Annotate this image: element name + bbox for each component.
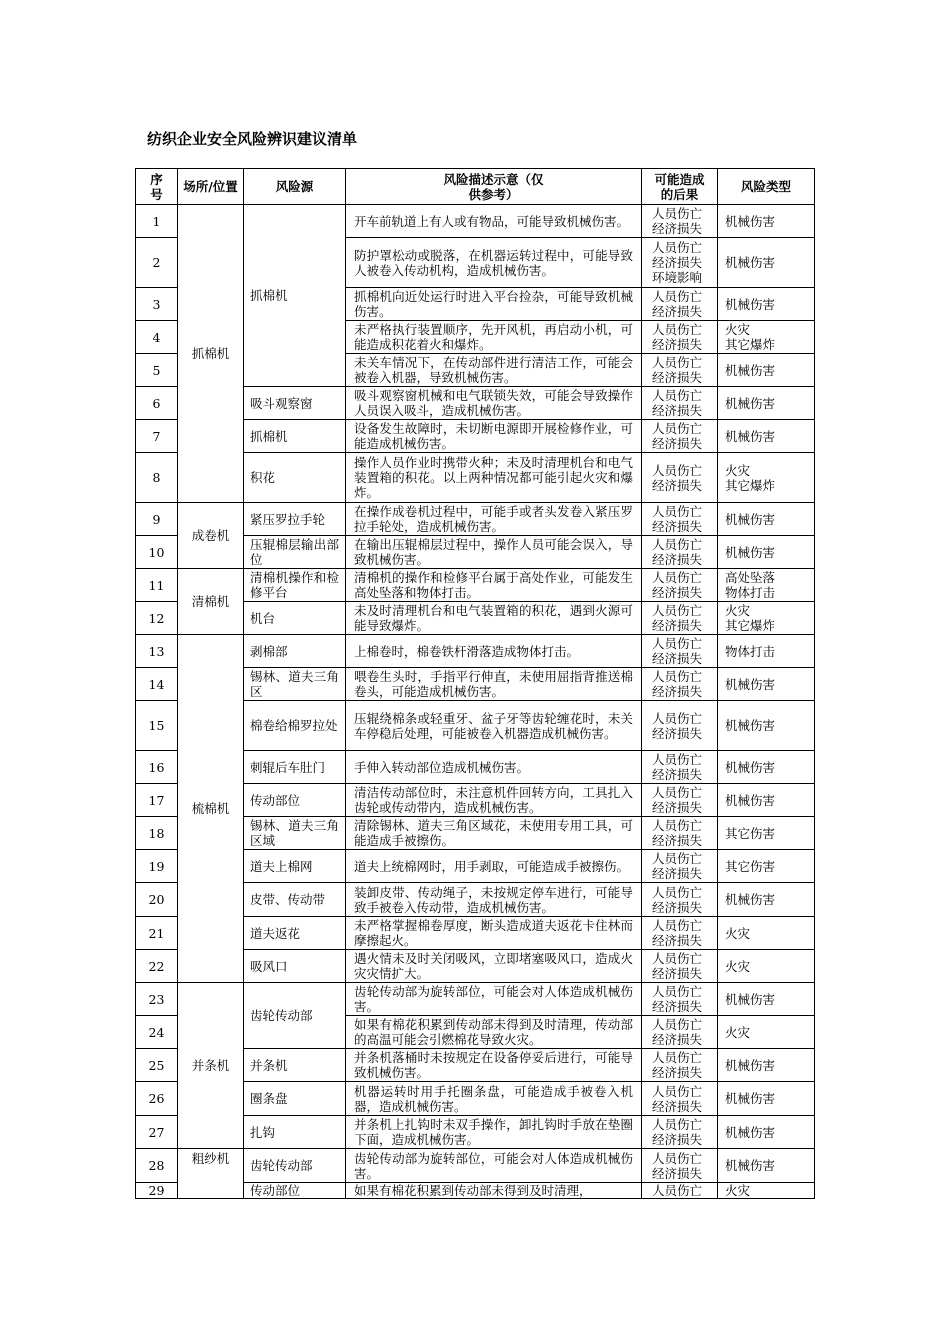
consequence-cell: 人员伤亡 经济损失 <box>642 321 718 354</box>
source-cell: 吸风口 <box>244 950 346 983</box>
risk-type-cell: 火灾 其它爆炸 <box>718 321 815 354</box>
consequence-cell: 人员伤亡 经济损失 <box>642 701 718 751</box>
consequence-cell: 人员伤亡 经济损失 <box>642 635 718 668</box>
description-cell: 吸斗观察窗机械和电气联锁失效，可能会导致操作人员误入吸斗，造成机械伤害。 <box>346 387 642 420</box>
source-cell: 齿轮传动部 <box>244 983 346 1049</box>
document-title: 纺织企业安全风险辨识建议清单 <box>147 130 358 148</box>
consequence-cell: 人员伤亡 经济损失 <box>642 1016 718 1049</box>
seq-cell: 28 <box>136 1149 178 1183</box>
header-seq: 序号 <box>136 169 178 205</box>
table-row <box>136 1149 815 1183</box>
consequence-cell: 人员伤亡 经济损失 <box>642 917 718 950</box>
description-cell: 手伸入转动部位造成机械伤害。 <box>346 751 642 784</box>
description-cell: 未及时清理机台和电气装置箱的积花，遇到火源可能导致爆炸。 <box>346 602 642 635</box>
description-cell: 齿轮传动部为旋转部位，可能会对人体造成机械伤害。 <box>346 1149 642 1183</box>
consequence-cell: 人员伤亡 经济损失 <box>642 784 718 817</box>
risk-type-cell: 机械伤害 <box>718 1149 815 1183</box>
description-cell: 设备发生故障时，未切断电源即开展检修作业，可能造成机械伤害。 <box>346 420 642 453</box>
risk-type-cell: 火灾 其它爆炸 <box>718 602 815 635</box>
consequence-cell: 人员伤亡 经济损失 <box>642 1082 718 1116</box>
description-cell: 并条机上扎钩时未双手操作，卸扎钩时手放在垫圈下面，造成机械伤害。 <box>346 1116 642 1149</box>
risk-type-cell: 机械伤害 <box>718 536 815 569</box>
risk-type-cell: 其它伤害 <box>718 817 815 850</box>
consequence-cell: 人员伤亡 经济损失 <box>642 1149 718 1183</box>
risk-type-cell: 机械伤害 <box>718 1082 815 1116</box>
location-cell: 粗纱机 <box>178 1149 244 1199</box>
source-cell: 清棉机操作和检修平台 <box>244 569 346 602</box>
consequence-cell: 人员伤亡 经济损失 <box>642 453 718 503</box>
source-cell: 道夫返花 <box>244 917 346 950</box>
risk-type-cell: 机械伤害 <box>718 238 815 288</box>
source-cell: 皮带、传动带 <box>244 883 346 917</box>
source-cell: 抓棉机 <box>244 420 346 453</box>
risk-type-cell: 机械伤害 <box>718 288 815 321</box>
source-cell: 圈条盘 <box>244 1082 346 1116</box>
consequence-cell: 人员伤亡 经济损失 <box>642 1116 718 1149</box>
table-row <box>136 205 815 238</box>
description-cell: 上棉卷时，棉卷铁杆滑落造成物体打击。 <box>346 635 642 668</box>
source-cell: 传动部位 <box>244 784 346 817</box>
table-row <box>136 503 815 536</box>
description-cell: 清棉机的操作和检修平台属于高处作业，可能发生高处坠落和物体打击。 <box>346 569 642 602</box>
risk-type-cell: 火灾 <box>718 917 815 950</box>
description-cell: 开车前轨道上有人或有物品，可能导致机械伤害。 <box>346 205 642 238</box>
risk-type-cell: 机械伤害 <box>718 387 815 420</box>
consequence-cell: 人员伤亡 经济损失 <box>642 288 718 321</box>
seq-cell: 1 <box>136 205 178 238</box>
seq-cell: 23 <box>136 983 178 1016</box>
consequence-cell: 人员伤亡 经济损失 <box>642 387 718 420</box>
risk-type-cell: 机械伤害 <box>718 503 815 536</box>
consequence-cell: 人员伤亡 经济损失 <box>642 850 718 883</box>
consequence-cell: 人员伤亡 经济损失 <box>642 883 718 917</box>
risk-type-cell: 机械伤害 <box>718 1049 815 1082</box>
consequence-cell: 人员伤亡 经济损失 <box>642 569 718 602</box>
description-cell: 在操作成卷机过程中，可能手或者头发卷入紧压罗拉手轮处，造成机械伤害。 <box>346 503 642 536</box>
risk-type-cell: 机械伤害 <box>718 420 815 453</box>
description-cell: 在输出压辊棉层过程中，操作人员可能会误入，导致机械伤害。 <box>346 536 642 569</box>
seq-cell: 13 <box>136 635 178 668</box>
seq-cell: 9 <box>136 503 178 536</box>
seq-cell: 18 <box>136 817 178 850</box>
consequence-cell: 人员伤亡 经济损失 <box>642 503 718 536</box>
seq-cell: 14 <box>136 668 178 701</box>
source-cell: 抓棉机 <box>244 205 346 387</box>
consequence-cell: 人员伤亡 经济损失 <box>642 205 718 238</box>
seq-cell: 25 <box>136 1049 178 1082</box>
seq-cell: 26 <box>136 1082 178 1116</box>
description-cell: 如果有棉花积累到传动部未得到及时清理，传动部的高温可能会引燃棉花导致火灾。 <box>346 1016 642 1049</box>
source-cell: 棉卷给棉罗拉处 <box>244 701 346 751</box>
description-cell: 清除锡林、道夫三角区域花，未使用专用工具，可能造成手被擦伤。 <box>346 817 642 850</box>
description-cell: 遇火情未及时关闭吸风，立即堵塞吸风口，造成火灾灾情扩大。 <box>346 950 642 983</box>
consequence-cell: 人员伤亡 经济损失 <box>642 751 718 784</box>
risk-type-cell: 机械伤害 <box>718 668 815 701</box>
source-cell: 锡林、道夫三角区 <box>244 668 346 701</box>
header-type: 风险类型 <box>718 169 815 205</box>
header-consequence: 可能造成的后果 <box>642 169 718 205</box>
description-cell: 并条机落桶时未按规定在设备停妥后进行，可能导致机械伤害。 <box>346 1049 642 1082</box>
source-cell: 积花 <box>244 453 346 503</box>
consequence-cell: 人员伤亡 经济损失 环境影响 <box>642 238 718 288</box>
header-row <box>136 169 815 205</box>
description-cell: 未严格掌握棉卷厚度，断头造成道夫返花卡住林而摩擦起火。 <box>346 917 642 950</box>
risk-type-cell: 火灾 <box>718 1183 815 1199</box>
seq-cell: 29 <box>136 1183 178 1199</box>
consequence-cell: 人员伤亡 经济损失 <box>642 668 718 701</box>
source-cell: 并条机 <box>244 1049 346 1082</box>
seq-cell: 11 <box>136 569 178 602</box>
risk-type-cell: 火灾 其它爆炸 <box>718 453 815 503</box>
risk-type-cell: 高处坠落 物体打击 <box>718 569 815 602</box>
seq-cell: 27 <box>136 1116 178 1149</box>
seq-cell: 21 <box>136 917 178 950</box>
location-cell: 梳棉机 <box>178 635 244 983</box>
location-cell: 并条机 <box>178 983 244 1149</box>
description-cell: 如果有棉花积累到传动部未得到及时清理， <box>346 1183 642 1199</box>
description-cell: 喂卷生头时，手指平行伸直，未使用屈指背推送棉卷头，可能造成机械伤害。 <box>346 668 642 701</box>
consequence-cell: 人员伤亡 <box>642 1183 718 1199</box>
table-row <box>136 983 815 1016</box>
header-source: 风险源 <box>244 169 346 205</box>
risk-type-cell: 机械伤害 <box>718 751 815 784</box>
consequence-cell: 人员伤亡 经济损失 <box>642 1049 718 1082</box>
description-cell: 压辊绕棉条或轻重牙、盆子牙等齿轮缠花时，未关车停稳后处理，可能被卷入机器造成机械伤害。 <box>346 701 642 751</box>
seq-cell: 2 <box>136 238 178 288</box>
description-cell: 防护罩松动或脱落，在机器运转过程中，可能导致人被卷入传动机构，造成机械伤害。 <box>346 238 642 288</box>
risk-type-cell: 机械伤害 <box>718 784 815 817</box>
risk-type-cell: 机械伤害 <box>718 983 815 1016</box>
source-cell: 锡林、道夫三角区域 <box>244 817 346 850</box>
header-location: 场所/位置 <box>178 169 244 205</box>
consequence-cell: 人员伤亡 经济损失 <box>642 354 718 387</box>
location-cell: 抓棉机 <box>178 205 244 503</box>
description-cell: 装卸皮带、传动绳子，未按规定停车进行，可能导致手被卷入传动带，造成机械伤害。 <box>346 883 642 917</box>
risk-type-cell: 火灾 <box>718 1016 815 1049</box>
consequence-cell: 人员伤亡 经济损失 <box>642 950 718 983</box>
seq-cell: 10 <box>136 536 178 569</box>
consequence-cell: 人员伤亡 经济损失 <box>642 983 718 1016</box>
description-cell: 操作人员作业时携带火种；未及时清理机台和电气装置箱的积花。以上两种情况都可能引起火灾和爆炸。 <box>346 453 642 503</box>
source-cell: 机台 <box>244 602 346 635</box>
description-cell: 道夫上统棉网时，用手剥取，可能造成手被擦伤。 <box>346 850 642 883</box>
table-row <box>136 635 815 668</box>
seq-cell: 8 <box>136 453 178 503</box>
seq-cell: 3 <box>136 288 178 321</box>
seq-cell: 22 <box>136 950 178 983</box>
seq-cell: 6 <box>136 387 178 420</box>
source-cell: 刺辊后车肚门 <box>244 751 346 784</box>
location-cell: 成卷机 <box>178 503 244 569</box>
seq-cell: 5 <box>136 354 178 387</box>
consequence-cell: 人员伤亡 经济损失 <box>642 602 718 635</box>
consequence-cell: 人员伤亡 经济损失 <box>642 817 718 850</box>
seq-cell: 20 <box>136 883 178 917</box>
risk-type-cell: 机械伤害 <box>718 205 815 238</box>
source-cell: 传动部位 <box>244 1183 346 1199</box>
seq-cell: 4 <box>136 321 178 354</box>
description-cell: 未严格执行装置顺序，先开风机，再启动小机，可能造成积花着火和爆炸。 <box>346 321 642 354</box>
seq-cell: 24 <box>136 1016 178 1049</box>
source-cell: 剥棉部 <box>244 635 346 668</box>
source-cell: 道夫上棉网 <box>244 850 346 883</box>
source-cell: 压辊棉层输出部位 <box>244 536 346 569</box>
risk-type-cell: 机械伤害 <box>718 701 815 751</box>
description-cell: 机器运转时用手托圈条盘，可能造成手被卷入机器，造成机械伤害。 <box>346 1082 642 1116</box>
source-cell: 紧压罗拉手轮 <box>244 503 346 536</box>
seq-cell: 19 <box>136 850 178 883</box>
risk-type-cell: 机械伤害 <box>718 883 815 917</box>
consequence-cell: 人员伤亡 经济损失 <box>642 420 718 453</box>
seq-cell: 12 <box>136 602 178 635</box>
description-cell: 齿轮传动部为旋转部位，可能会对人体造成机械伤害。 <box>346 983 642 1016</box>
seq-cell: 16 <box>136 751 178 784</box>
description-cell: 未关车情况下，在传动部件进行清洁工作，可能会被卷入机器，导致机械伤害。 <box>346 354 642 387</box>
consequence-cell: 人员伤亡 经济损失 <box>642 536 718 569</box>
table-row <box>136 569 815 602</box>
source-cell: 齿轮传动部 <box>244 1149 346 1183</box>
source-cell: 扎钩 <box>244 1116 346 1149</box>
source-cell: 吸斗观察窗 <box>244 387 346 420</box>
risk-type-cell: 机械伤害 <box>718 354 815 387</box>
risk-table <box>135 168 815 1199</box>
seq-cell: 17 <box>136 784 178 817</box>
risk-type-cell: 物体打击 <box>718 635 815 668</box>
risk-type-cell: 机械伤害 <box>718 1116 815 1149</box>
location-cell: 清棉机 <box>178 569 244 635</box>
description-cell: 抓棉机向近处运行时进入平台捡杂，可能导致机械伤害。 <box>346 288 642 321</box>
seq-cell: 7 <box>136 420 178 453</box>
description-cell: 清洁传动部位时，未注意机件回转方向，工具扎入齿轮或传动带内，造成机械伤害。 <box>346 784 642 817</box>
risk-type-cell: 其它伤害 <box>718 850 815 883</box>
risk-type-cell: 火灾 <box>718 950 815 983</box>
header-description: 风险描述示意（仅供参考） <box>346 169 642 205</box>
seq-cell: 15 <box>136 701 178 751</box>
